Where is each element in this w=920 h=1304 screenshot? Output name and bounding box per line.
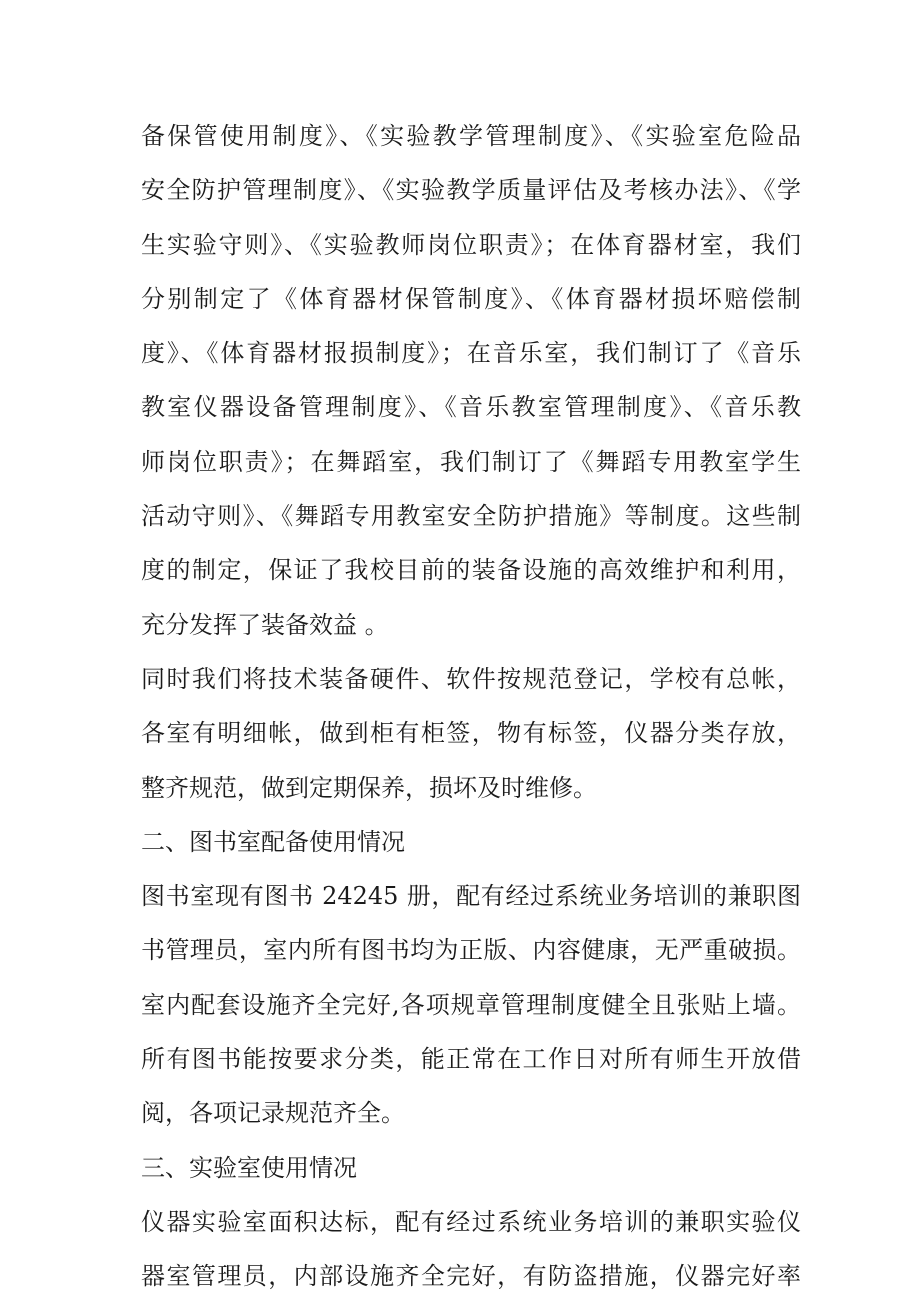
text-line: 生实验守则》、《实验教师岗位职责》；在体育器材室，我们	[141, 230, 801, 259]
document-body	[141, 109, 801, 1304]
text-line: 书管理员，室内所有图书均为正版、内容健康，无严重破损。	[141, 936, 801, 965]
text-line: 度的制定，保证了我校目前的装备设施的高效维护和利用，	[141, 556, 801, 585]
text-line: 室内配套设施齐全完好,各项规章管理制度健全且张贴上墙。	[141, 990, 801, 1019]
paragraph-end-line: 阅，各项记录规范齐全。	[141, 1099, 405, 1128]
text-line: 师岗位职责》；在舞蹈室，我们制订了《舞蹈专用教室学生	[141, 447, 801, 476]
text-line: 活动守则》、《舞蹈专用教室安全防护措施》等制度。这些制	[141, 502, 801, 531]
paragraph-end-line: 整齐规范，做到定期保养，损坏及时维修。	[141, 773, 597, 802]
text-line: 器室管理员，内部设施齐全完好，有防盗措施，仪器完好率	[141, 1262, 801, 1291]
text-line: 所有图书能按要求分类，能正常在工作日对所有师生开放借	[141, 1045, 801, 1074]
text-line: 分别制定了《体育器材保管制度》、《体育器材损坏赔偿制	[141, 284, 801, 313]
text-line: 度》、《体育器材报损制度》；在音乐室，我们制订了《音乐	[141, 339, 801, 368]
text-line: 安全防护管理制度》、《实验教学质量评估及考核办法》、《学	[141, 176, 801, 205]
section-heading-laboratory: 三、实验室使用情况	[141, 1153, 357, 1182]
text-line: 仪器实验室面积达标，配有经过系统业务培训的兼职实验仪	[141, 1207, 801, 1236]
text-line: 同时我们将技术装备硬件、软件按规范登记，学校有总帐，	[141, 664, 801, 693]
text-line: 教室仪器设备管理制度》、《音乐教室管理制度》、《音乐教	[141, 393, 801, 422]
paragraph-end-line: 充分发挥了装备效益 。	[141, 610, 389, 639]
text-line: 图书室现有图书 24245 册，配有经过系统业务培训的兼职图	[141, 882, 801, 911]
text-line: 各室有明细帐，做到柜有柜签，物有标签，仪器分类存放，	[141, 719, 801, 748]
text-line: 备保管使用制度》、《实验教学管理制度》、《实验室危险品	[141, 122, 801, 150]
section-heading-library: 二、图书室配备使用情况	[141, 827, 405, 856]
